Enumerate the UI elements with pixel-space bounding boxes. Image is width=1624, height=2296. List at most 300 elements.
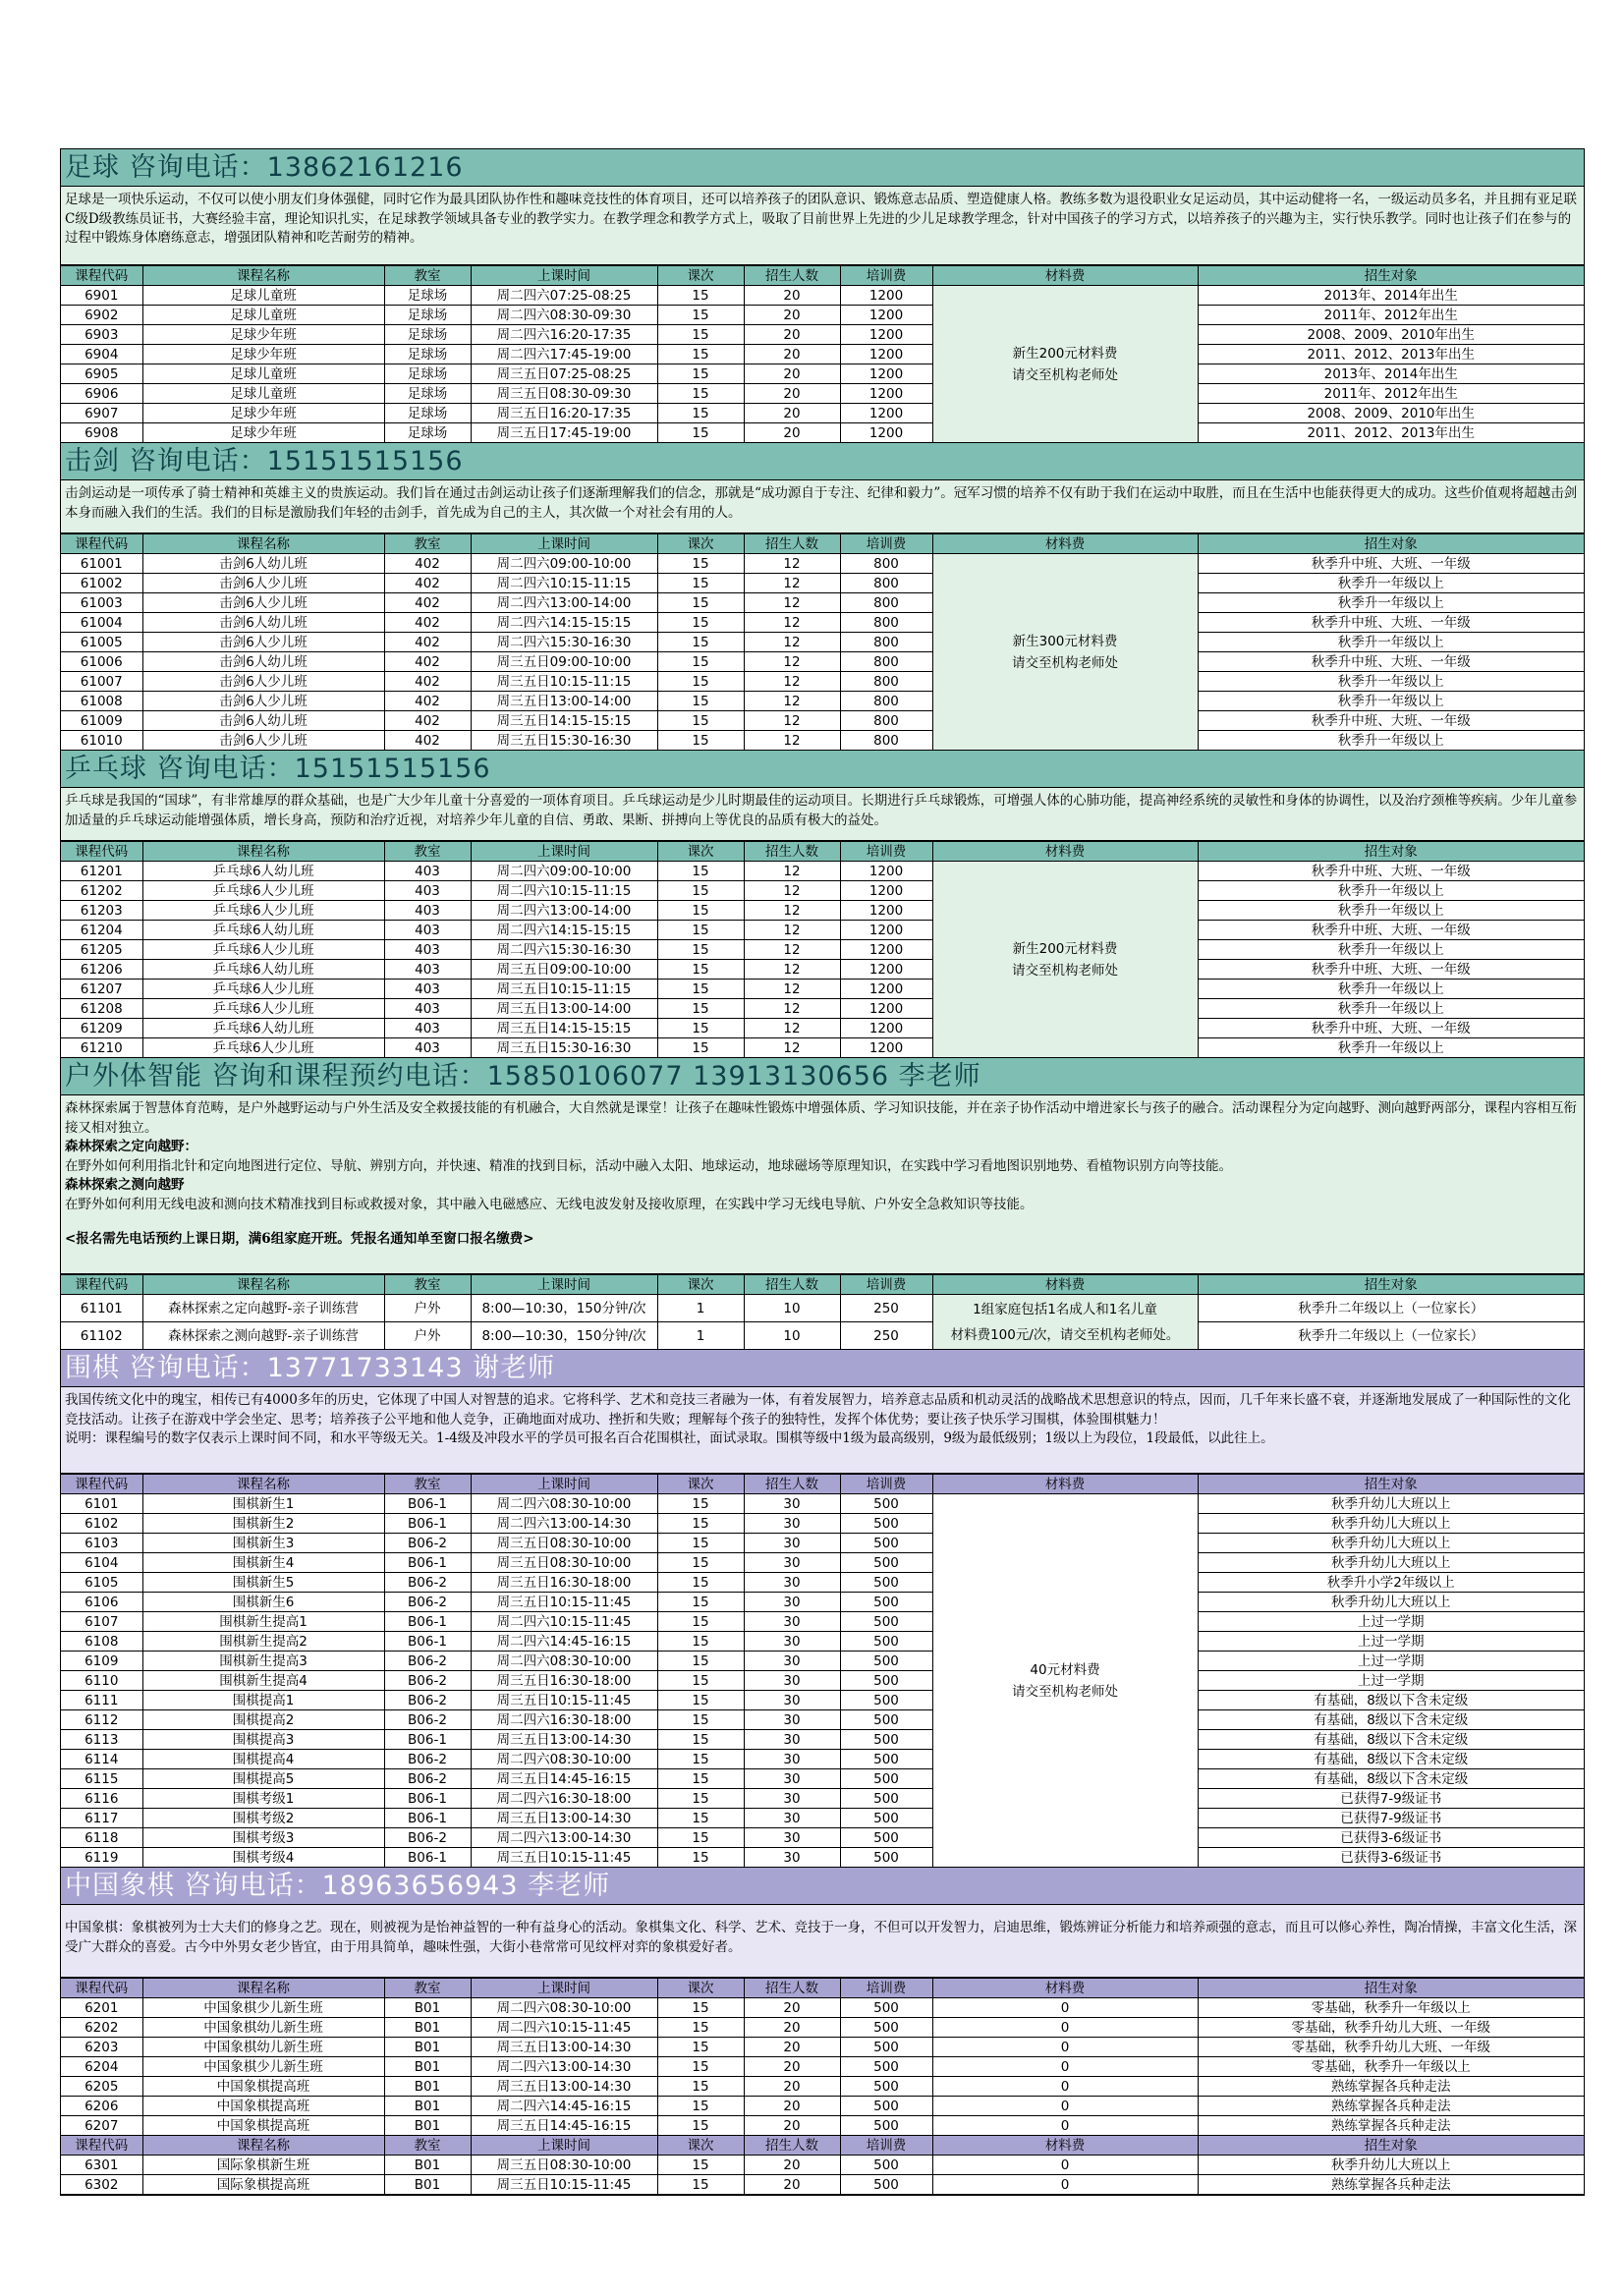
outdoor-title: 户外体智能 咨询和课程预约电话：15850106077 13913130656 李老师	[61, 1058, 1584, 1095]
table-row	[61, 901, 1584, 921]
cell-room: 402	[384, 652, 471, 672]
cell-code: 61204	[61, 921, 142, 940]
cell-material: 0	[932, 2156, 1198, 2175]
cell-time: 周二四六09:00-10:00	[471, 862, 657, 881]
fencing-table	[61, 533, 1584, 751]
cell-target: 秋季升中班、大班、一年级	[1198, 613, 1584, 633]
cell-time: 周三五日13:00-14:30	[471, 2038, 657, 2057]
cell-sessions: 15	[657, 1998, 744, 2018]
cell-time: 周三五日10:15-11:15	[471, 672, 657, 692]
cell-sessions: 15	[657, 325, 744, 345]
column-header-fee: 培训费	[840, 1475, 932, 1494]
cell-time: 周二四六15:30-16:30	[471, 940, 657, 960]
column-header-time: 上课时间	[471, 266, 657, 286]
cell-time: 周三五日08:30-09:30	[471, 384, 657, 404]
column-header-sessions: 课次	[657, 2136, 744, 2156]
column-header-room: 教室	[384, 1475, 471, 1494]
cell-target: 有基础，8级以下含未定级	[1198, 1691, 1584, 1710]
go-table	[61, 1474, 1584, 1868]
cell-fee: 1200	[840, 1038, 932, 1058]
table-row	[61, 862, 1584, 881]
column-header-capacity: 招生人数	[744, 842, 840, 862]
cell-code: 61003	[61, 593, 142, 613]
cell-fee: 800	[840, 574, 932, 593]
cell-target: 秋季升中班、大班、一年级	[1198, 921, 1584, 940]
cell-name: 击剑6人幼儿班	[142, 554, 384, 574]
cell-name: 乒乓球6人少儿班	[142, 980, 384, 999]
column-header-target: 招生对象	[1198, 534, 1584, 554]
cell-sessions: 15	[657, 593, 744, 613]
column-header-room: 教室	[384, 266, 471, 286]
cell-capacity: 12	[744, 731, 840, 751]
cell-sessions: 15	[657, 692, 744, 711]
column-header-name: 课程名称	[142, 2136, 384, 2156]
table-row	[61, 940, 1584, 960]
cell-name: 乒乓球6人幼儿班	[142, 1019, 384, 1038]
cell-room: 402	[384, 692, 471, 711]
cell-name: 围棋新生1	[142, 1494, 384, 1514]
cell-fee: 1200	[840, 1019, 932, 1038]
cell-time: 周三五日14:15-15:15	[471, 1019, 657, 1038]
go-desc-text: 我国传统文化中的瑰宝，相传已有4000多年的历史，它体现了中国人对智慧的追求。它将科学、艺术和竞技三者融为一体，有着发展智力，培养意志品质和机动灵活的战略战术思想意识的特点，因而，几千年来长盛不衰，并逐渐地发展成了一种国际性的文化竞技活动。让孩子在游戏中学会坐定、思考；培养孩子公平地和他人竞争，正确地面对成功、挫折和失败；理解每个孩子的独特性，发挥个体优势；要让孩子快乐学习围棋，体验围棋魅力！	[65, 1392, 1571, 1428]
cell-name: 击剑6人少儿班	[142, 633, 384, 652]
cell-target: 秋季升一年级以上	[1198, 574, 1584, 593]
cell-code: 61008	[61, 692, 142, 711]
cell-room: B06-2	[384, 1652, 471, 1671]
cell-time: 8:00—10:30，150分钟/次	[471, 1295, 657, 1322]
cell-fee: 1200	[840, 862, 932, 881]
cell-sessions: 15	[657, 960, 744, 980]
cell-room: 403	[384, 901, 471, 921]
cell-target: 秋季升幼儿大班以上	[1198, 1553, 1584, 1573]
table-row	[61, 1038, 1584, 1058]
cell-target: 秋季升幼儿大班以上	[1198, 1534, 1584, 1553]
cell-name: 击剑6人幼儿班	[142, 711, 384, 731]
cell-code: 6107	[61, 1612, 142, 1632]
cell-room: B01	[384, 2097, 471, 2116]
cell-target: 秋季升中班、大班、一年级	[1198, 1019, 1584, 1038]
cell-target: 秋季升一年级以上	[1198, 672, 1584, 692]
cell-capacity: 12	[744, 881, 840, 901]
table-row	[61, 1322, 1584, 1350]
cell-room: B01	[384, 2057, 471, 2077]
cell-fee: 500	[840, 1998, 932, 2018]
cell-target: 秋季升二年级以上（一位家长）	[1198, 1322, 1584, 1350]
cell-target: 秋季升一年级以上	[1198, 940, 1584, 960]
cell-target: 有基础，8级以下含未定级	[1198, 1750, 1584, 1769]
cell-fee: 800	[840, 554, 932, 574]
cell-time: 周三五日10:15-11:45	[471, 2175, 657, 2195]
cell-fee: 1200	[840, 345, 932, 364]
table-row	[61, 692, 1584, 711]
cell-target: 秋季升一年级以上	[1198, 633, 1584, 652]
cell-target: 有基础，8级以下含未定级	[1198, 1730, 1584, 1750]
cell-fee: 1200	[840, 980, 932, 999]
cell-code: 61006	[61, 652, 142, 672]
cell-time: 周三五日07:25-08:25	[471, 364, 657, 384]
cell-target: 上过一学期	[1198, 1612, 1584, 1632]
cell-time: 周二四六08:30-10:00	[471, 1998, 657, 2018]
cell-code: 61203	[61, 901, 142, 921]
cell-room: 402	[384, 593, 471, 613]
outdoor-section	[60, 1058, 1585, 1350]
cell-material: 0	[932, 2097, 1198, 2116]
cell-sessions: 15	[657, 1789, 744, 1809]
cell-sessions: 15	[657, 2156, 744, 2175]
table-row	[61, 652, 1584, 672]
cell-time: 周二四六10:15-11:15	[471, 881, 657, 901]
column-header-fee: 培训费	[840, 1275, 932, 1295]
cell-capacity: 12	[744, 574, 840, 593]
outdoor-desc-direction-finding: 在野外如何利用无线电波和测向技术精准找到目标或救援对象，其中融入电磁感应、无线电波发射及接收原理，在实践中学习无线电导航、户外安全急救知识等技能。	[65, 1196, 1034, 1212]
table-header-row	[61, 1475, 1584, 1494]
cell-time: 周二四六10:15-11:45	[471, 1612, 657, 1632]
column-header-sessions: 课次	[657, 1275, 744, 1295]
cell-code: 6110	[61, 1671, 142, 1691]
cell-sessions: 15	[657, 1652, 744, 1671]
cell-code: 6302	[61, 2175, 142, 2195]
cell-room: B06-2	[384, 1534, 471, 1553]
cell-fee: 1200	[840, 306, 932, 325]
column-header-material: 材料费	[932, 266, 1198, 286]
cell-fee: 500	[840, 1671, 932, 1691]
table-row	[61, 2018, 1584, 2038]
table-row	[61, 364, 1584, 384]
cell-material: 0	[932, 1998, 1198, 2018]
cell-fee: 500	[840, 1494, 932, 1514]
cell-capacity: 20	[744, 325, 840, 345]
cell-code: 6902	[61, 306, 142, 325]
cell-name: 乒乓球6人少儿班	[142, 940, 384, 960]
cell-fee: 500	[840, 1769, 932, 1789]
column-header-name: 课程名称	[142, 534, 384, 554]
cell-sessions: 15	[657, 554, 744, 574]
cell-capacity: 30	[744, 1652, 840, 1671]
cell-time: 周三五日15:30-16:30	[471, 1038, 657, 1058]
cell-target: 秋季升一年级以上	[1198, 901, 1584, 921]
cell-sessions: 15	[657, 999, 744, 1019]
cell-room: B06-1	[384, 1494, 471, 1514]
cell-target: 2008、2009、2010年出生	[1198, 404, 1584, 423]
column-header-capacity: 招生人数	[744, 1979, 840, 1998]
cell-name: 围棋提高3	[142, 1730, 384, 1750]
cell-room: 足球场	[384, 306, 471, 325]
cell-target: 熟练掌握各兵种走法	[1198, 2116, 1584, 2136]
cell-time: 周三五日13:00-14:00	[471, 999, 657, 1019]
cell-code: 61007	[61, 672, 142, 692]
cell-room: B06-1	[384, 1553, 471, 1573]
cell-sessions: 15	[657, 2097, 744, 2116]
cell-fee: 800	[840, 731, 932, 751]
cell-room: 402	[384, 672, 471, 692]
column-header-target: 招生对象	[1198, 1475, 1584, 1494]
cell-fee: 500	[840, 1710, 932, 1730]
cell-code: 6202	[61, 2018, 142, 2038]
cell-fee: 500	[840, 2116, 932, 2136]
cell-room: B06-2	[384, 1769, 471, 1789]
cell-fee: 500	[840, 1828, 932, 1848]
cell-name: 国际象棋新生班	[142, 2156, 384, 2175]
cell-name: 击剑6人幼儿班	[142, 613, 384, 633]
table-row	[61, 1514, 1584, 1534]
cell-sessions: 15	[657, 613, 744, 633]
cell-fee: 250	[840, 1322, 932, 1350]
cell-sessions: 15	[657, 574, 744, 593]
cell-time: 周三五日13:00-14:30	[471, 1809, 657, 1828]
column-header-capacity: 招生人数	[744, 266, 840, 286]
outdoor-sub-orienteering: 森林探索之定向越野：	[65, 1139, 197, 1154]
cell-code: 61009	[61, 711, 142, 731]
cell-time: 周二四六10:15-11:45	[471, 2018, 657, 2038]
chess-desc-text: 中国象棋：象棋被列为士大夫们的修身之艺。现在，则被视为是怡神益智的一种有益身心的活动。象棋集文化、科学、艺术、竞技于一身，不但可以开发智力，启迪思维，锻炼辨证分析能力和培养顽强的意志，而且可以修心养性，陶冶情操，丰富文化生活，深受广大群众的喜爱。古今中外男女老少皆宜，由于用具简单，趣味性强，大街小巷常常可见纹枰对弈的象棋爱好者。	[65, 1920, 1577, 1955]
cell-sessions: 15	[657, 1710, 744, 1730]
cell-time: 周二四六07:25-08:25	[471, 286, 657, 306]
cell-sessions: 15	[657, 1573, 744, 1593]
cell-room: 403	[384, 960, 471, 980]
cell-capacity: 30	[744, 1730, 840, 1750]
cell-sessions: 15	[657, 633, 744, 652]
cell-sessions: 15	[657, 881, 744, 901]
football-desc-text: 足球是一项快乐运动，不仅可以使小朋友们身体强健，同时它作为最具团队协作性和趣味竞技性的体育项目，还可以培养孩子的团队意识、锻炼意志品质、塑造健康人格。教练多数为退役职业女足运动员，其中运动健将一名，一级运动员多名，并且拥有亚足联C级D级教练员证书，大赛经验丰富，理论知识扎实，在足球教学领域具备专业的教学实力。在教学理念和教学方式上，吸取了目前世界上先进的少儿足球教学理念，针对中国孩子的学习方式，以培养孩子的兴趣为主，实行快乐教学。同时也让孩子们在参与的过程中锻炼身体磨练意志，增强团队精神和吃苦耐劳的精神。	[65, 192, 1577, 246]
column-header-fee: 培训费	[840, 266, 932, 286]
cell-target: 上过一学期	[1198, 1632, 1584, 1652]
cell-sessions: 15	[657, 1534, 744, 1553]
cell-capacity: 12	[744, 960, 840, 980]
table-row	[61, 1848, 1584, 1868]
cell-sessions: 15	[657, 980, 744, 999]
cell-name: 足球儿童班	[142, 384, 384, 404]
cell-target: 2011年、2012年出生	[1198, 306, 1584, 325]
football-section	[60, 148, 1585, 443]
cell-time: 周二四六08:30-10:00	[471, 1750, 657, 1769]
table-row	[61, 345, 1584, 364]
cell-sessions: 15	[657, 2018, 744, 2038]
cell-room: B06-1	[384, 1514, 471, 1534]
cell-fee: 1200	[840, 940, 932, 960]
cell-name: 足球少年班	[142, 345, 384, 364]
cell-name: 中国象棋幼儿新生班	[142, 2018, 384, 2038]
table-row	[61, 1573, 1584, 1593]
cell-fee: 500	[840, 1514, 932, 1534]
cell-sessions: 15	[657, 1612, 744, 1632]
column-header-sessions: 课次	[657, 842, 744, 862]
cell-time: 周三五日13:00-14:30	[471, 2077, 657, 2097]
cell-sessions: 15	[657, 1593, 744, 1612]
table-row	[61, 633, 1584, 652]
cell-code: 6114	[61, 1750, 142, 1769]
cell-code: 6301	[61, 2156, 142, 2175]
cell-fee: 800	[840, 652, 932, 672]
cell-room: B06-2	[384, 1710, 471, 1730]
cell-name: 足球儿童班	[142, 306, 384, 325]
column-header-target: 招生对象	[1198, 266, 1584, 286]
cell-sessions: 15	[657, 1828, 744, 1848]
table-row	[61, 731, 1584, 751]
cell-code: 61208	[61, 999, 142, 1019]
cell-code: 61205	[61, 940, 142, 960]
cell-fee: 500	[840, 1632, 932, 1652]
cell-target: 2011、2012、2013年出生	[1198, 345, 1584, 364]
column-header-code: 课程代码	[61, 534, 142, 554]
cell-fee: 800	[840, 593, 932, 613]
cell-name: 森林探索之定向越野-亲子训练营	[142, 1295, 384, 1322]
cell-code: 6907	[61, 404, 142, 423]
cell-code: 61010	[61, 731, 142, 751]
cell-room: 户外	[384, 1322, 471, 1350]
table-row	[61, 2038, 1584, 2057]
cell-name: 围棋新生提高2	[142, 1632, 384, 1652]
table-row	[61, 1534, 1584, 1553]
cell-capacity: 20	[744, 384, 840, 404]
cell-room: 403	[384, 999, 471, 1019]
table-header-row	[61, 266, 1584, 286]
cell-fee: 500	[840, 2097, 932, 2116]
cell-room: B01	[384, 1998, 471, 2018]
table-row	[61, 980, 1584, 999]
cell-capacity: 20	[744, 2175, 840, 2195]
cell-sessions: 15	[657, 384, 744, 404]
cell-sessions: 15	[657, 1848, 744, 1868]
cell-target: 2011年、2012年出生	[1198, 384, 1584, 404]
cell-room: 402	[384, 633, 471, 652]
cell-capacity: 30	[744, 1848, 840, 1868]
cell-capacity: 12	[744, 862, 840, 881]
table-row	[61, 999, 1584, 1019]
cell-capacity: 20	[744, 2097, 840, 2116]
table-header-row	[61, 2136, 1584, 2156]
cell-code: 6109	[61, 1652, 142, 1671]
cell-fee: 500	[840, 1573, 932, 1593]
cell-fee: 500	[840, 1612, 932, 1632]
cell-time: 周二四六08:30-09:30	[471, 306, 657, 325]
cell-time: 周三五日13:00-14:30	[471, 1730, 657, 1750]
cell-code: 6103	[61, 1534, 142, 1553]
cell-time: 周二四六14:45-16:15	[471, 1632, 657, 1652]
cell-capacity: 30	[744, 1632, 840, 1652]
cell-name: 击剑6人少儿班	[142, 731, 384, 751]
cell-room: B06-2	[384, 1593, 471, 1612]
cell-name: 足球少年班	[142, 404, 384, 423]
column-header-target: 招生对象	[1198, 1979, 1584, 1998]
go-note-text: 说明：课程编号的数字仅表示上课时间不同，和水平等级无关。1-4级及冲段水平的学员可报名百合花围棋社，面试录取。围棋等级中1级为最高级别，9级为最低级别；1级以上为段位，1段最低，以此往上。	[65, 1430, 1274, 1446]
column-header-material: 材料费	[932, 1275, 1198, 1295]
chess-table	[61, 1978, 1584, 2195]
cell-target: 秋季升一年级以上	[1198, 999, 1584, 1019]
cell-fee: 800	[840, 633, 932, 652]
cell-name: 乒乓球6人少儿班	[142, 901, 384, 921]
cell-sessions: 15	[657, 345, 744, 364]
cell-name: 乒乓球6人幼儿班	[142, 921, 384, 940]
cell-time: 周三五日15:30-16:30	[471, 731, 657, 751]
cell-fee: 1200	[840, 901, 932, 921]
cell-room: 足球场	[384, 384, 471, 404]
table-row	[61, 2097, 1584, 2116]
cell-capacity: 10	[744, 1322, 840, 1350]
cell-capacity: 12	[744, 652, 840, 672]
cell-name: 围棋考级4	[142, 1848, 384, 1868]
cell-room: 403	[384, 980, 471, 999]
cell-time: 周二四六13:00-14:30	[471, 1828, 657, 1848]
cell-code: 6117	[61, 1809, 142, 1828]
column-header-sessions: 课次	[657, 534, 744, 554]
cell-time: 周二四六15:30-16:30	[471, 633, 657, 652]
cell-target: 零基础，秋季升一年级以上	[1198, 2057, 1584, 2077]
go-description	[61, 1387, 1584, 1474]
cell-time: 周三五日14:45-16:15	[471, 2116, 657, 2136]
cell-code: 61201	[61, 862, 142, 881]
cell-sessions: 15	[657, 2057, 744, 2077]
cell-sessions: 15	[657, 921, 744, 940]
fencing-title: 击剑 咨询电话：15151515156	[61, 443, 1584, 480]
cell-capacity: 20	[744, 2156, 840, 2175]
cell-code: 6111	[61, 1691, 142, 1710]
cell-material: 0	[932, 2038, 1198, 2057]
cell-room: 402	[384, 613, 471, 633]
cell-material: 0	[932, 2057, 1198, 2077]
table-row	[61, 2175, 1584, 2195]
cell-sessions: 15	[657, 2175, 744, 2195]
table-row	[61, 384, 1584, 404]
table-row	[61, 2116, 1584, 2136]
outdoor-notice: <报名需先电话预约上课日期，满6组家庭开班。凭报名通知单至窗口报名缴费>	[65, 1231, 534, 1247]
cell-capacity: 20	[744, 306, 840, 325]
cell-capacity: 12	[744, 593, 840, 613]
cell-name: 足球少年班	[142, 325, 384, 345]
cell-target: 秋季升中班、大班、一年级	[1198, 554, 1584, 574]
cell-target: 秋季升一年级以上	[1198, 1038, 1584, 1058]
cell-target: 已获得7-9级证书	[1198, 1809, 1584, 1828]
column-header-sessions: 课次	[657, 1475, 744, 1494]
fencing-section	[60, 443, 1585, 751]
cell-time: 周三五日16:30-18:00	[471, 1671, 657, 1691]
cell-fee: 1200	[840, 921, 932, 940]
cell-capacity: 12	[744, 901, 840, 921]
cell-sessions: 15	[657, 1019, 744, 1038]
cell-capacity: 20	[744, 2057, 840, 2077]
pingpong-desc-text: 乒乓球是我国的“国球”，有非常雄厚的群众基础，也是广大少年儿童十分喜爱的一项体育项目。乒乓球运动是少儿时期最佳的运动项目。长期进行乒乓球锻炼，可增强人体的心肺功能，提高神经系统的灵敏性和身体的协调性，以及治疗颈椎等疾病。少年儿童参加适量的乒乓球运动能增强体质，增长身高，预防和治疗近视，对培养少年儿童的自信、勇敢、果断、拼搏向上等优良的品质有极大的益处。	[65, 793, 1578, 828]
material-fee-note: 新生200元材料费 请交至机构老师处	[932, 862, 1198, 1058]
pingpong-description	[61, 788, 1584, 841]
cell-name: 围棋提高4	[142, 1750, 384, 1769]
table-row	[61, 1295, 1584, 1322]
column-header-room: 教室	[384, 2136, 471, 2156]
cell-capacity: 20	[744, 286, 840, 306]
table-row	[61, 881, 1584, 901]
cell-time: 周三五日17:45-19:00	[471, 423, 657, 443]
cell-fee: 1200	[840, 999, 932, 1019]
table-header-row	[61, 842, 1584, 862]
column-header-name: 课程名称	[142, 1475, 384, 1494]
cell-name: 乒乓球6人幼儿班	[142, 960, 384, 980]
cell-capacity: 20	[744, 2018, 840, 2038]
cell-code: 6113	[61, 1730, 142, 1750]
cell-fee: 800	[840, 672, 932, 692]
cell-capacity: 20	[744, 2077, 840, 2097]
cell-time: 周二四六16:30-18:00	[471, 1789, 657, 1809]
cell-code: 6906	[61, 384, 142, 404]
table-row	[61, 286, 1584, 306]
cell-room: 足球场	[384, 404, 471, 423]
table-row	[61, 613, 1584, 633]
cell-room: B06-2	[384, 1671, 471, 1691]
cell-time: 周二四六13:00-14:00	[471, 901, 657, 921]
cell-fee: 500	[840, 1809, 932, 1828]
cell-capacity: 20	[744, 2116, 840, 2136]
column-header-material: 材料费	[932, 1979, 1198, 1998]
cell-sessions: 15	[657, 286, 744, 306]
outdoor-table	[61, 1274, 1584, 1350]
cell-fee: 500	[840, 1652, 932, 1671]
